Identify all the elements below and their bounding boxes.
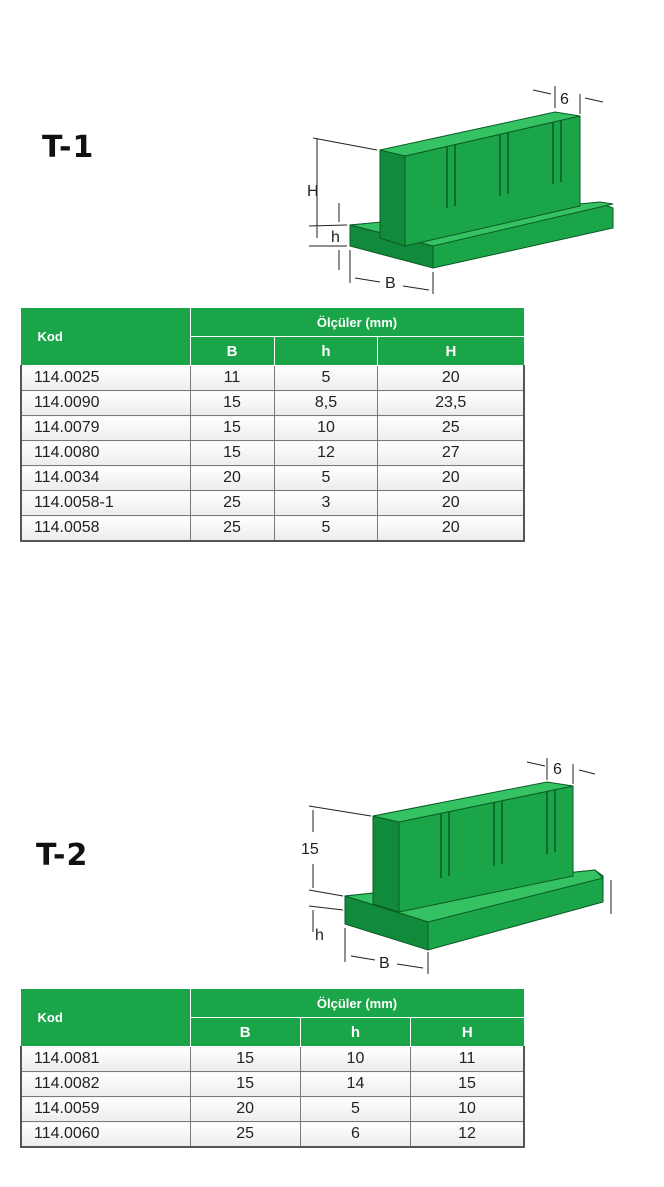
code-cell: 114.0058 xyxy=(21,516,190,542)
b-cell: 15 xyxy=(190,1072,300,1097)
table-row xyxy=(21,1072,524,1097)
h-large-cell: 25 xyxy=(378,416,524,441)
h-large-cell: 20 xyxy=(378,516,524,542)
profile-t2-diagram xyxy=(295,752,635,977)
h-small-cell: 5 xyxy=(274,366,378,391)
h-small-cell: 10 xyxy=(274,416,378,441)
dim-base-height-label-t2: h xyxy=(315,927,324,944)
h-small-cell: 8,5 xyxy=(274,391,378,416)
column-header-h-small: h xyxy=(274,337,378,366)
b-cell: 15 xyxy=(190,1047,300,1072)
h-large-cell: 10 xyxy=(411,1097,524,1122)
code-cell: 114.0058-1 xyxy=(21,491,190,516)
code-cell: 114.0082 xyxy=(21,1072,190,1097)
section-title-t2: T-2 xyxy=(36,838,89,873)
h-small-cell: 3 xyxy=(274,491,378,516)
code-cell: 114.0059 xyxy=(21,1097,190,1122)
dimensions-group-header: Ölçüler (mm) xyxy=(190,989,524,1018)
h-large-cell: 11 xyxy=(411,1047,524,1072)
dim-base-height-label: h xyxy=(331,229,340,246)
column-header-h-large: H xyxy=(411,1018,524,1047)
column-header-b: B xyxy=(190,1018,300,1047)
dim-width-label-t2: 6 xyxy=(553,761,562,778)
kod-header: Kod xyxy=(21,989,190,1047)
h-large-cell: 27 xyxy=(378,441,524,466)
h-large-cell: 12 xyxy=(411,1122,524,1148)
b-cell: 25 xyxy=(190,491,274,516)
column-header-h-large: H xyxy=(378,337,524,366)
table-row xyxy=(21,1047,524,1072)
dimensions-group-header: Ölçüler (mm) xyxy=(190,308,524,337)
code-cell: 114.0080 xyxy=(21,441,190,466)
kod-header: Kod xyxy=(21,308,190,366)
table-row xyxy=(21,491,524,516)
spec-table-t1 xyxy=(20,307,525,542)
b-cell: 11 xyxy=(190,366,274,391)
h-small-cell: 5 xyxy=(274,466,378,491)
code-cell: 114.0081 xyxy=(21,1047,190,1072)
table-row xyxy=(21,366,524,391)
b-cell: 15 xyxy=(190,441,274,466)
dim-base-width-label-t2: B xyxy=(379,955,390,972)
code-cell: 114.0079 xyxy=(21,416,190,441)
table-row xyxy=(21,416,524,441)
code-cell: 114.0090 xyxy=(21,391,190,416)
h-small-cell: 5 xyxy=(300,1097,410,1122)
h-large-cell: 20 xyxy=(378,466,524,491)
dim-height-label: H xyxy=(307,183,319,200)
h-large-cell: 20 xyxy=(378,366,524,391)
code-cell: 114.0025 xyxy=(21,366,190,391)
table-row xyxy=(21,391,524,416)
h-small-cell: 10 xyxy=(300,1047,410,1072)
h-small-cell: 6 xyxy=(300,1122,410,1148)
b-cell: 20 xyxy=(190,466,274,491)
column-header-b: B xyxy=(190,337,274,366)
dim-height-label-t2: 15 xyxy=(301,841,319,858)
code-cell: 114.0060 xyxy=(21,1122,190,1148)
h-small-cell: 5 xyxy=(274,516,378,542)
column-header-h-small: h xyxy=(300,1018,410,1047)
h-small-cell: 12 xyxy=(274,441,378,466)
b-cell: 15 xyxy=(190,391,274,416)
h-large-cell: 23,5 xyxy=(378,391,524,416)
h-large-cell: 15 xyxy=(411,1072,524,1097)
b-cell: 25 xyxy=(190,1122,300,1148)
table-row xyxy=(21,1097,524,1122)
spec-table-t2 xyxy=(20,988,525,1148)
code-cell: 114.0034 xyxy=(21,466,190,491)
dim-base-width-label: B xyxy=(385,275,396,292)
b-cell: 20 xyxy=(190,1097,300,1122)
section-title-t1: T-1 xyxy=(42,130,95,165)
table-row xyxy=(21,466,524,491)
h-large-cell: 20 xyxy=(378,491,524,516)
b-cell: 25 xyxy=(190,516,274,542)
table-row xyxy=(21,1122,524,1148)
table-row xyxy=(21,516,524,542)
b-cell: 15 xyxy=(190,416,274,441)
dim-width-label: 6 xyxy=(560,91,569,108)
profile-t1-diagram xyxy=(295,78,625,298)
h-small-cell: 14 xyxy=(300,1072,410,1097)
table-row xyxy=(21,441,524,466)
